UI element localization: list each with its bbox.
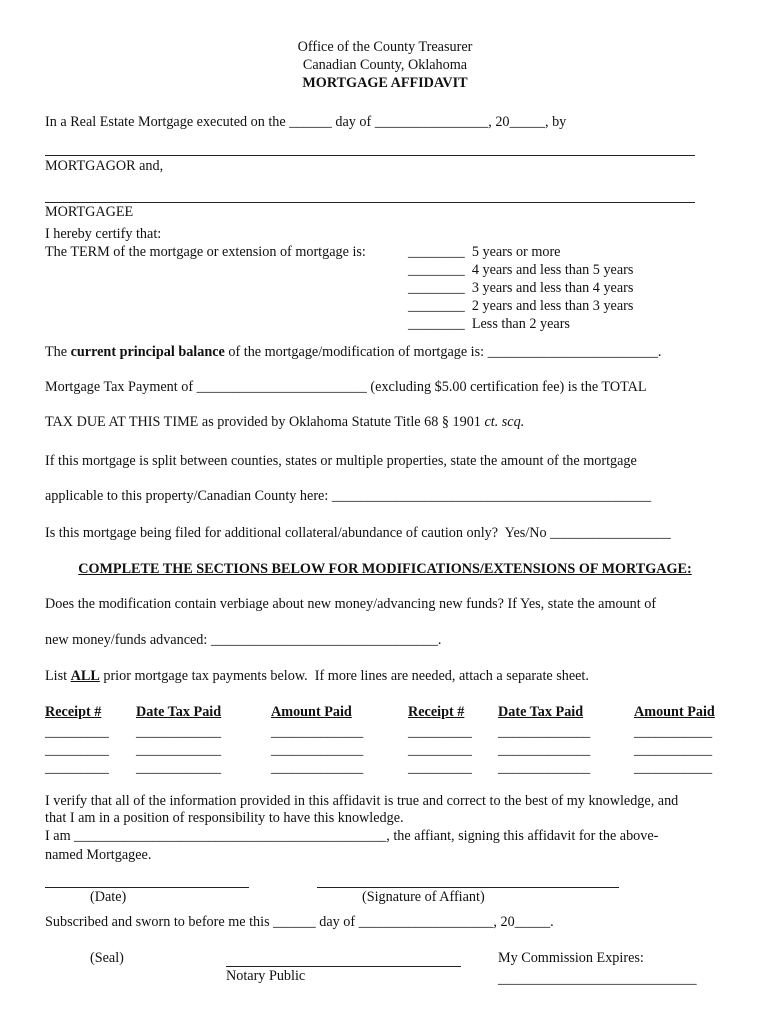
verify-line-1: I verify that all of the information provided in this affidavit is true and correct to the best of my knowledge, and — [45, 793, 679, 809]
new-money-line-2: new money/funds advanced: ________________________________. — [45, 632, 442, 648]
new-money-line-1: Does the modification contain verbiage about new money/advancing new funds? If Yes, state the amount of — [45, 596, 657, 612]
mortgagee-label: MORTGAGEE — [45, 204, 134, 220]
office-line: Office of the County Treasurer — [297, 39, 473, 55]
verify-line-2: that I am in a position of responsibility to have this knowledge. — [45, 810, 404, 826]
table-cell[interactable]: _________ — [45, 742, 109, 758]
section-heading: COMPLETE THE SECTIONS BELOW FOR MODIFICATIONS/EXTENSIONS OF MORTGAGE: — [78, 561, 692, 577]
mortgage-tax-line: Mortgage Tax Payment of ________________________ (excluding $5.00 certification fee) is the TOTAL — [45, 379, 647, 395]
table-cell[interactable]: _____________ — [271, 742, 364, 758]
table-cell[interactable]: _________ — [408, 742, 472, 758]
term-option-5plus[interactable]: ________ 5 years or more — [408, 244, 561, 260]
col-header-date-1: Date Tax Paid — [136, 704, 222, 720]
table-cell[interactable]: ___________ — [634, 760, 713, 776]
table-cell[interactable]: ___________ — [634, 742, 713, 758]
term-option-under2[interactable]: ________ Less than 2 years — [408, 316, 570, 332]
table-cell[interactable]: _________ — [408, 724, 472, 740]
county-line: Canadian County, Oklahoma — [302, 57, 468, 73]
table-cell[interactable]: _____________ — [498, 742, 591, 758]
term-option-4to5[interactable]: ________ 4 years and less than 5 years — [408, 262, 634, 278]
table-cell[interactable]: _____________ — [498, 760, 591, 776]
principal-balance-line: The current principal balance of the mortgage/modification of mortgage is: ________________________. — [45, 344, 662, 360]
term-option-2to3[interactable]: ________ 2 years and less than 3 years — [408, 298, 634, 314]
mortgagee-name-line[interactable] — [45, 202, 695, 203]
page-title: MORTGAGE AFFIDAVIT — [302, 75, 468, 91]
notary-signature-line[interactable] — [226, 966, 461, 967]
table-cell[interactable]: ____________ — [136, 724, 222, 740]
verify-line-4: named Mortgagee. — [45, 847, 152, 863]
col-header-receipt-2: Receipt # — [408, 704, 465, 720]
executed-line: In a Real Estate Mortgage executed on the ______ day of ________________, 20_____, by — [45, 114, 567, 130]
affiant-name-line: I am ____________________________________________, the affiant, signing this affidavit for the above- — [45, 828, 659, 844]
table-cell[interactable]: _____________ — [498, 724, 591, 740]
term-option-3to4[interactable]: ________ 3 years and less than 4 years — [408, 280, 634, 296]
mortgagor-name-line[interactable] — [45, 155, 695, 156]
table-cell[interactable]: _________ — [45, 760, 109, 776]
collateral-question: Is this mortgage being filed for additional collateral/abundance of caution only? Yes/No _________________ — [45, 525, 671, 541]
certify-text: I hereby certify that: — [45, 226, 162, 242]
list-instructions: List ALL prior mortgage tax payments below. If more lines are needed, attach a separate sheet. — [45, 668, 589, 684]
table-cell[interactable]: _____________ — [271, 724, 364, 740]
affiant-signature-line[interactable] — [317, 887, 619, 888]
col-header-receipt-1: Receipt # — [45, 704, 102, 720]
table-cell[interactable]: _____________ — [271, 760, 364, 776]
date-label: (Date) — [90, 889, 127, 905]
notary-label: Notary Public — [226, 968, 306, 984]
mortgagor-label: MORTGAGOR and, — [45, 158, 164, 174]
commission-expires-line[interactable]: ____________________________ — [498, 971, 697, 987]
col-header-date-2: Date Tax Paid — [498, 704, 584, 720]
split-line-2: applicable to this property/Canadian County here: _____________________________________________ — [45, 488, 652, 504]
tax-due-line: TAX DUE AT THIS TIME as provided by Oklahoma Statute Title 68 § 1901 ct. scq. — [45, 414, 525, 430]
table-cell[interactable]: _________ — [45, 724, 109, 740]
term-label: The TERM of the mortgage or extension of mortgage is: — [45, 244, 366, 260]
table-cell[interactable]: ____________ — [136, 760, 222, 776]
date-signature-line[interactable] — [45, 887, 249, 888]
table-cell[interactable]: ___________ — [634, 724, 713, 740]
split-line-1: If this mortgage is split between counties, states or multiple properties, state the amount of the mortgage — [45, 453, 637, 469]
sworn-line: Subscribed and sworn to before me this ______ day of ___________________, 20_____. — [45, 914, 554, 930]
col-header-amount-1: Amount Paid — [271, 704, 352, 720]
seal-label: (Seal) — [90, 950, 124, 966]
commission-expires-label: My Commission Expires: — [498, 950, 644, 966]
signature-label: (Signature of Affiant) — [362, 889, 485, 905]
col-header-amount-2: Amount Paid — [634, 704, 715, 720]
table-cell[interactable]: _________ — [408, 760, 472, 776]
table-cell[interactable]: ____________ — [136, 742, 222, 758]
